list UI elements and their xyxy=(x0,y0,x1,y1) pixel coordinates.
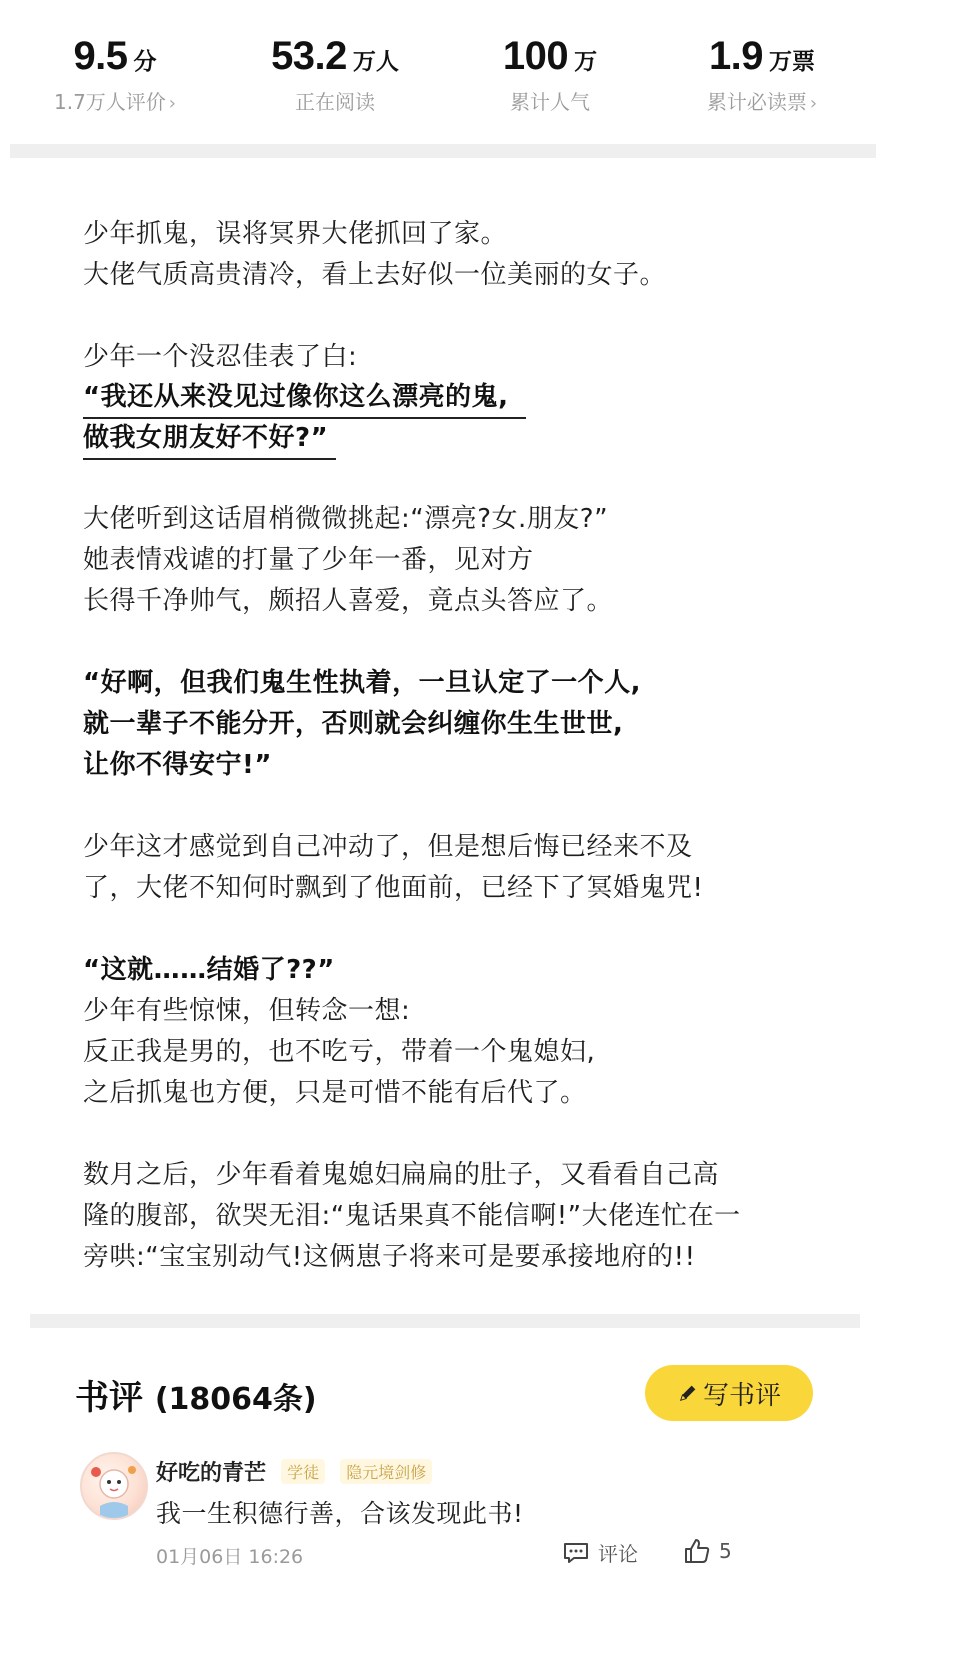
comment-label: 评论 xyxy=(598,1542,638,1566)
synopsis-line: 少年抓鬼，误将冥界大佬抓回了家。 xyxy=(83,219,508,249)
synopsis-quote-line: 让你不得安宁!” xyxy=(83,750,272,780)
votes-stat[interactable] xyxy=(652,28,872,115)
section-divider xyxy=(10,144,876,158)
like-count: 5 xyxy=(719,1539,732,1563)
popularity-stat xyxy=(440,28,660,115)
votes-label: 累计必读票 xyxy=(706,90,807,114)
synopsis-quote-line: 做我女朋友好不好?” xyxy=(83,419,336,460)
review-item xyxy=(80,1450,840,1650)
stats-row xyxy=(0,28,960,128)
votes-unit: 万票 xyxy=(769,49,816,75)
review-date: 01月06日 16:26 xyxy=(156,1546,304,1568)
comment-icon xyxy=(562,1541,590,1565)
synopsis-line: 隆的腹部，欲哭无泪:“鬼话果真不能信啊!”大佬连忙在一 xyxy=(83,1201,741,1231)
level-badge: 学徒 xyxy=(281,1459,325,1484)
avatar[interactable] xyxy=(80,1452,148,1520)
thumbs-up-icon xyxy=(683,1538,711,1564)
readers-stat xyxy=(225,28,445,115)
popularity-label: 累计人气 xyxy=(510,90,590,114)
synopsis-line: 少年这才感觉到自己冲动了，但是想后悔已经来不及 xyxy=(83,832,693,862)
avatar-illustration xyxy=(82,1454,146,1518)
synopsis-quote-line: “我还从来没见过像你这么漂亮的鬼, xyxy=(83,378,526,419)
synopsis-quote-line: 就一辈子不能分开，否则就会纠缠你生生世世, xyxy=(83,709,624,739)
rating-unit: 分 xyxy=(133,49,157,75)
rating-stat[interactable] xyxy=(5,28,225,115)
synopsis-quote-line: “这就……结婚了??” xyxy=(83,955,335,985)
synopsis-line: 了，大佬不知何时飘到了他面前，已经下了冥婚鬼咒! xyxy=(83,873,704,903)
synopsis-line: 少年有些惊悚，但转念一想: xyxy=(83,996,411,1026)
write-review-label: 写书评 xyxy=(702,1380,781,1411)
synopsis-line: 少年一个没忍佳表了白: xyxy=(83,342,358,372)
synopsis-line: 之后抓鬼也方便，只是可惜不能有后代了。 xyxy=(83,1078,587,1108)
rank-badge: 隐元境剑修 xyxy=(340,1459,432,1484)
chevron-right-icon: › xyxy=(168,93,176,114)
synopsis-line: 大佬听到这话眉梢微微挑起:“漂亮?女.朋友?” xyxy=(83,504,609,534)
rating-count-label: 1.7万人评价 xyxy=(53,90,166,114)
rating-value: 9.5 xyxy=(73,34,128,78)
reviewer-name[interactable]: 好吃的青芒 xyxy=(156,1461,267,1486)
pencil-icon xyxy=(677,1382,699,1404)
readers-unit: 万人 xyxy=(352,49,399,75)
synopsis-line: 她表情戏谑的打量了少年一番，见对方 xyxy=(83,545,534,575)
synopsis-line: 数月之后，少年看着鬼媳妇扁扁的肚子，又看看自己高 xyxy=(83,1160,720,1190)
popularity-unit: 万 xyxy=(574,49,598,75)
popularity-value: 100 xyxy=(502,34,569,78)
synopsis-line: 大佬气质高贵清冷，看上去好似一位美丽的女子。 xyxy=(83,260,667,290)
like-button[interactable] xyxy=(683,1538,732,1564)
reviews-count: (18064条) xyxy=(154,1382,317,1417)
book-synopsis xyxy=(83,214,883,1278)
reviews-heading xyxy=(75,1370,317,1419)
votes-value: 1.9 xyxy=(708,34,764,78)
synopsis-line: 长得千净帅气，颇招人喜爱，竟点头答应了。 xyxy=(83,586,614,616)
chevron-right-icon: › xyxy=(809,93,818,114)
readers-label: 正在阅读 xyxy=(295,90,375,114)
readers-value: 53.2 xyxy=(271,34,347,78)
reviews-title: 书评 xyxy=(75,1378,143,1418)
section-divider xyxy=(30,1314,860,1328)
comment-button[interactable] xyxy=(562,1538,638,1567)
write-review-button[interactable] xyxy=(645,1365,813,1421)
review-text[interactable]: 我一生积德行善，合该发现此书! xyxy=(156,1499,524,1528)
synopsis-quote-line: “好啊，但我们鬼生性执着，一旦认定了一个人, xyxy=(83,668,641,698)
synopsis-line: 反正我是男的，也不吃亏，带着一个鬼媳妇, xyxy=(83,1037,596,1067)
synopsis-line: 旁哄:“宝宝别动气!这俩崽子将来可是要承接地府的!! xyxy=(83,1242,696,1272)
